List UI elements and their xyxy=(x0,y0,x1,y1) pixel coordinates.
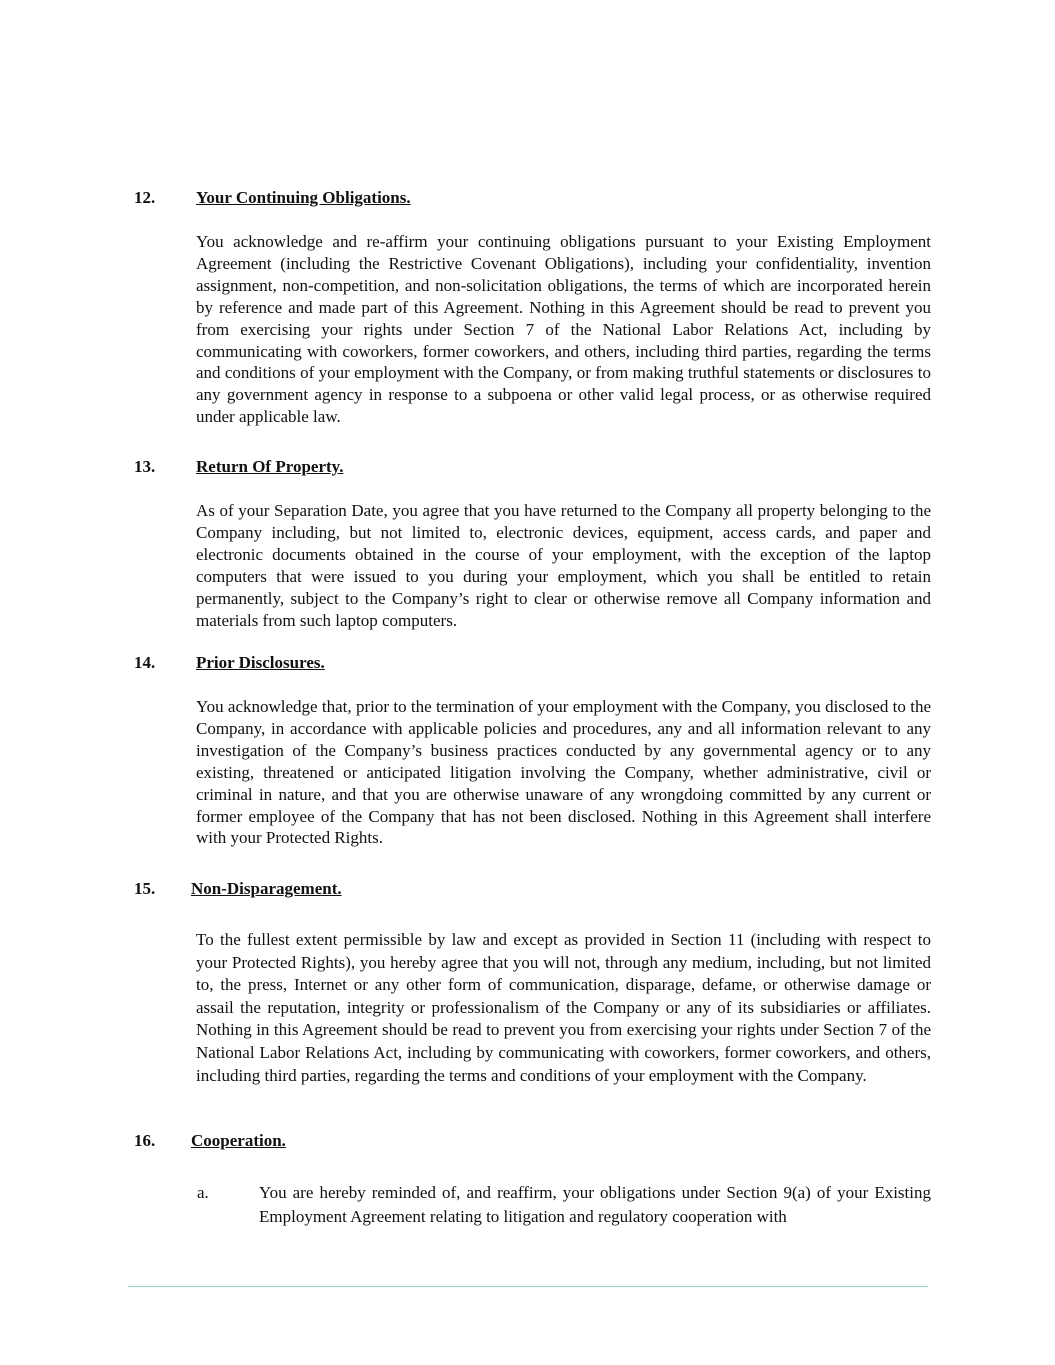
section-body: You acknowledge and re-affirm your continuing obligations pursuant to your Existing Employment Agreement (including the Restrictive Covenant Obligations), including your confidentiality, invention assignment, non-competition, and non-solicitation obligations, the terms of which are incorporated herein by reference and made part of this Agreement. Nothing in this Agreement should be read to prevent you from exercising your rights under Section 7 of the National Labor Relations Act, including by communicating with coworkers, former coworkers, and others, including third parties, regarding the terms and conditions of your employment with the Company, or from making truthful statements or disclosures to any government agency in response to a subpoena or other valid legal process, or as otherwise required under applicable law. xyxy=(196,232,931,427)
footer-divider xyxy=(128,1286,928,1287)
section-number: 15. xyxy=(134,879,156,898)
section-title: Your Continuing Obligations. xyxy=(196,188,411,207)
subitem-label: a. xyxy=(197,1183,209,1202)
section-number: 13. xyxy=(134,457,156,476)
section-title: Non-Disparagement. xyxy=(191,879,342,898)
section-body: You acknowledge that, prior to the termination of your employment with the Company, you disclosed to the Company, in accordance with applicable policies and procedures, any and all information relevant to any investigation of the Company’s business practices conducted by any governmental agency or to any existing, threatened or anticipated litigation involving the Company, whether administrative, civil or criminal in nature, and that you are otherwise unaware of any wrongdoing committed by any current or former employee of the Company that has not been disclosed. Nothing in this Agreement shall interfere with your Protected Rights. xyxy=(196,697,931,848)
section-number: 16. xyxy=(134,1131,156,1150)
subitem-text: You are hereby reminded of, and reaffirm, your obligations under Section 9(a) of your Existing Employment Agreement relating to litigation and regulatory cooperation with xyxy=(259,1183,931,1226)
section-number: 12. xyxy=(134,188,156,207)
section-title: Prior Disclosures. xyxy=(196,653,325,672)
section-number: 14. xyxy=(134,653,156,672)
section-title: Return Of Property. xyxy=(196,457,344,476)
section-title: Cooperation. xyxy=(191,1131,286,1150)
section-body: As of your Separation Date, you agree that you have returned to the Company all property belonging to the Company including, but not limited to, electronic devices, equipment, access cards, and paper and electronic documents obtained in the course of your employment, with the exception of the laptop computers that were issued to you during your employment, which you shall be entitled to retain permanently, subject to the Company’s right to clear or otherwise remove all Company information and materials from such laptop computers. xyxy=(196,501,931,630)
section-body: To the fullest extent permissible by law and except as provided in Section 11 (including with respect to your Protected Rights), you hereby agree that you will not, through any medium, including, but not limited to, the press, Internet or any other form of communication, disparage, defame, or otherwise damage or assail the reputation, integrity or professionalism of the Company or any of its subsidiaries or affiliates. Nothing in this Agreement should be read to prevent you from exercising your rights under Section 7 of the National Labor Relations Act, including by communicating with coworkers, former coworkers, and others, including third parties, regarding the terms and conditions of your employment with the Company. xyxy=(196,930,931,1085)
